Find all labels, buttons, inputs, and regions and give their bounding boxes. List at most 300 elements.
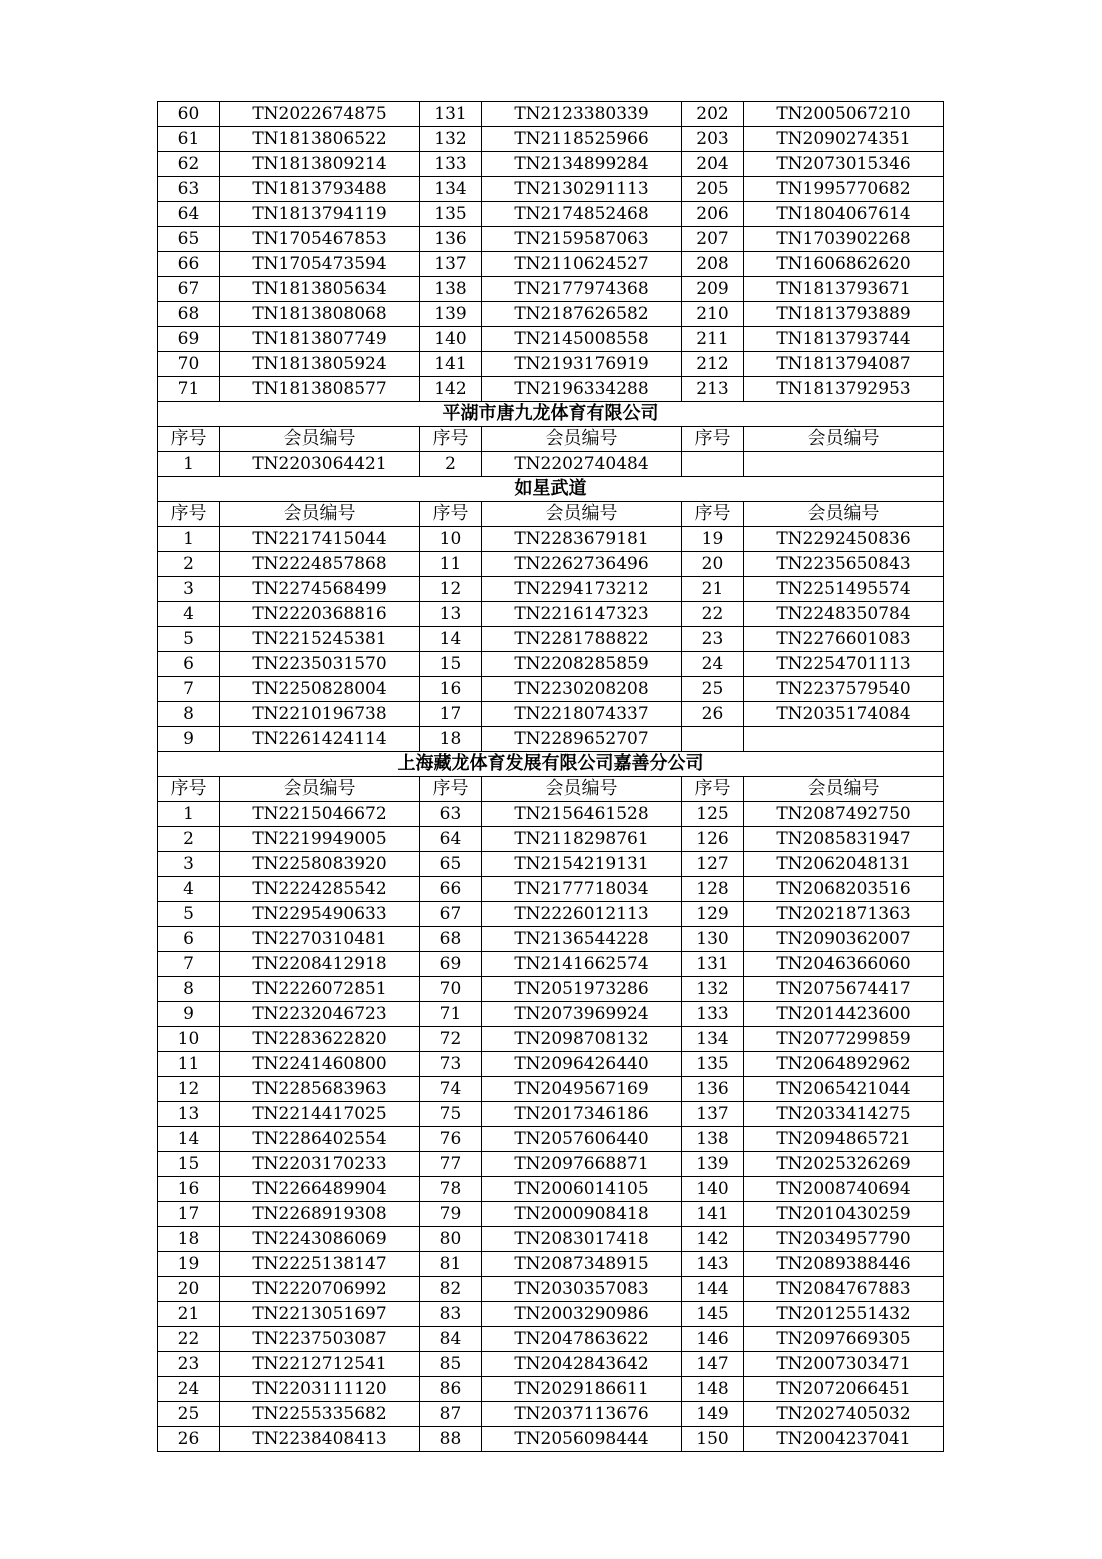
member-id-cell: TN2226072851 <box>220 977 420 1002</box>
member-id-cell: TN2021871363 <box>744 902 944 927</box>
table-row <box>158 277 944 302</box>
member-id-cell: TN2248350784 <box>744 602 944 627</box>
seq-cell: 3 <box>158 852 220 877</box>
member-id-cell <box>744 452 944 477</box>
member-id-cell: TN2141662574 <box>482 952 682 977</box>
seq-cell: 130 <box>682 927 744 952</box>
seq-header: 序号 <box>158 502 220 527</box>
member-id-cell: TN2064892962 <box>744 1052 944 1077</box>
seq-cell: 67 <box>420 902 482 927</box>
member-id-header: 会员编号 <box>744 427 944 452</box>
member-id-cell: TN2090274351 <box>744 127 944 152</box>
seq-cell: 23 <box>682 627 744 652</box>
seq-cell: 70 <box>420 977 482 1002</box>
member-id-cell: TN2034957790 <box>744 1227 944 1252</box>
table-row <box>158 527 944 552</box>
seq-cell: 140 <box>420 327 482 352</box>
seq-cell: 141 <box>682 1202 744 1227</box>
seq-cell: 79 <box>420 1202 482 1227</box>
table-row <box>158 1052 944 1077</box>
table-row <box>158 1202 944 1227</box>
seq-header: 序号 <box>682 502 744 527</box>
seq-cell: 22 <box>682 602 744 627</box>
seq-cell: 142 <box>682 1227 744 1252</box>
seq-cell: 83 <box>420 1302 482 1327</box>
seq-cell <box>682 727 744 752</box>
seq-cell: 74 <box>420 1077 482 1102</box>
member-id-cell: TN2004237041 <box>744 1427 944 1452</box>
seq-cell: 64 <box>420 827 482 852</box>
member-id-cell: TN1813794119 <box>220 202 420 227</box>
seq-cell: 128 <box>682 877 744 902</box>
member-id-cell: TN1813792953 <box>744 377 944 402</box>
seq-cell: 208 <box>682 252 744 277</box>
seq-cell: 212 <box>682 352 744 377</box>
member-id-cell: TN2177718034 <box>482 877 682 902</box>
table-row <box>158 677 944 702</box>
member-id-cell: TN2238408413 <box>220 1427 420 1452</box>
member-id-cell: TN2224857868 <box>220 552 420 577</box>
seq-cell: 207 <box>682 227 744 252</box>
section-title: 平湖市唐九龙体育有限公司 <box>158 402 944 427</box>
member-id-cell: TN2030357083 <box>482 1277 682 1302</box>
member-id-cell: TN2006014105 <box>482 1177 682 1202</box>
seq-cell: 131 <box>682 952 744 977</box>
seq-cell: 21 <box>682 577 744 602</box>
seq-cell: 145 <box>682 1302 744 1327</box>
member-id-cell: TN2261424114 <box>220 727 420 752</box>
member-table <box>157 101 944 1452</box>
table-row <box>158 302 944 327</box>
section-title-row <box>158 402 944 427</box>
seq-cell: 206 <box>682 202 744 227</box>
table-row <box>158 202 944 227</box>
seq-cell: 127 <box>682 852 744 877</box>
member-id-cell: TN1813793889 <box>744 302 944 327</box>
seq-cell: 137 <box>420 252 482 277</box>
member-id-cell: TN2075674417 <box>744 977 944 1002</box>
table-row <box>158 902 944 927</box>
table-row <box>158 1277 944 1302</box>
seq-cell: 131 <box>420 102 482 127</box>
seq-cell: 84 <box>420 1327 482 1352</box>
seq-cell: 140 <box>682 1177 744 1202</box>
seq-cell: 211 <box>682 327 744 352</box>
seq-cell: 60 <box>158 102 220 127</box>
seq-cell: 4 <box>158 602 220 627</box>
seq-header: 序号 <box>420 777 482 802</box>
member-id-cell: TN2268919308 <box>220 1202 420 1227</box>
table-row <box>158 627 944 652</box>
seq-cell: 16 <box>158 1177 220 1202</box>
member-id-cell: TN2056098444 <box>482 1427 682 1452</box>
member-id-cell: TN2156461528 <box>482 802 682 827</box>
member-id-cell: TN2292450836 <box>744 527 944 552</box>
member-id-cell: TN2212712541 <box>220 1352 420 1377</box>
seq-cell: 147 <box>682 1352 744 1377</box>
section-title: 如星武道 <box>158 477 944 502</box>
member-id-cell: TN2187626582 <box>482 302 682 327</box>
member-id-cell: TN2007303471 <box>744 1352 944 1377</box>
table-row <box>158 1327 944 1352</box>
member-id-cell: TN2049567169 <box>482 1077 682 1102</box>
seq-cell: 126 <box>682 827 744 852</box>
seq-cell: 150 <box>682 1427 744 1452</box>
table-row <box>158 102 944 127</box>
header-row <box>158 502 944 527</box>
member-id-header: 会员编号 <box>482 427 682 452</box>
seq-cell: 144 <box>682 1277 744 1302</box>
table-row <box>158 1227 944 1252</box>
table-row <box>158 1402 944 1427</box>
seq-cell: 72 <box>420 1027 482 1052</box>
seq-cell: 21 <box>158 1302 220 1327</box>
member-id-cell: TN2110624527 <box>482 252 682 277</box>
member-id-cell: TN2017346186 <box>482 1102 682 1127</box>
member-id-cell: TN2090362007 <box>744 927 944 952</box>
table-row <box>158 877 944 902</box>
member-id-cell: TN2118298761 <box>482 827 682 852</box>
table-row <box>158 702 944 727</box>
section-title: 上海藏龙体育发展有限公司嘉善分公司 <box>158 752 944 777</box>
member-id-cell: TN2029186611 <box>482 1377 682 1402</box>
seq-cell: 15 <box>420 652 482 677</box>
seq-header: 序号 <box>682 427 744 452</box>
seq-cell: 134 <box>420 177 482 202</box>
table-row <box>158 377 944 402</box>
table-row <box>158 827 944 852</box>
table-row <box>158 1152 944 1177</box>
member-id-cell: TN2068203516 <box>744 877 944 902</box>
member-id-cell: TN2219949005 <box>220 827 420 852</box>
member-id-cell: TN2230208208 <box>482 677 682 702</box>
table-row <box>158 1427 944 1452</box>
seq-cell: 82 <box>420 1277 482 1302</box>
member-id-cell: TN2022674875 <box>220 102 420 127</box>
member-id-header: 会员编号 <box>744 502 944 527</box>
seq-cell: 141 <box>420 352 482 377</box>
member-id-cell: TN2226012113 <box>482 902 682 927</box>
seq-cell: 24 <box>682 652 744 677</box>
seq-cell: 11 <box>420 552 482 577</box>
member-id-cell: TN2237579540 <box>744 677 944 702</box>
seq-cell: 71 <box>420 1002 482 1027</box>
seq-cell: 138 <box>682 1127 744 1152</box>
seq-cell: 6 <box>158 927 220 952</box>
seq-cell <box>682 452 744 477</box>
member-id-cell: TN2005067210 <box>744 102 944 127</box>
member-id-cell: TN2084767883 <box>744 1277 944 1302</box>
table-row <box>158 1302 944 1327</box>
seq-cell: 16 <box>420 677 482 702</box>
member-id-cell: TN2134899284 <box>482 152 682 177</box>
member-id-cell: TN2037113676 <box>482 1402 682 1427</box>
member-id-cell: TN2208412918 <box>220 952 420 977</box>
seq-cell: 142 <box>420 377 482 402</box>
table-row <box>158 327 944 352</box>
member-id-cell: TN2087492750 <box>744 802 944 827</box>
seq-cell: 9 <box>158 727 220 752</box>
seq-cell: 75 <box>420 1102 482 1127</box>
member-id-header: 会员编号 <box>220 427 420 452</box>
member-id-cell: TN2255335682 <box>220 1402 420 1427</box>
member-id-cell: TN2270310481 <box>220 927 420 952</box>
seq-cell: 69 <box>420 952 482 977</box>
member-id-cell: TN2057606440 <box>482 1127 682 1152</box>
seq-cell: 139 <box>682 1152 744 1177</box>
table-row <box>158 852 944 877</box>
table-row <box>158 1002 944 1027</box>
seq-cell: 213 <box>682 377 744 402</box>
table-row <box>158 802 944 827</box>
member-id-cell: TN2203170233 <box>220 1152 420 1177</box>
table-row <box>158 552 944 577</box>
member-id-cell: TN2196334288 <box>482 377 682 402</box>
seq-cell: 133 <box>682 1002 744 1027</box>
member-id-cell: TN2220368816 <box>220 602 420 627</box>
seq-cell: 62 <box>158 152 220 177</box>
table-row <box>158 727 944 752</box>
seq-cell: 11 <box>158 1052 220 1077</box>
seq-cell: 81 <box>420 1252 482 1277</box>
seq-cell: 10 <box>158 1027 220 1052</box>
seq-cell: 203 <box>682 127 744 152</box>
seq-cell: 135 <box>682 1052 744 1077</box>
seq-cell: 204 <box>682 152 744 177</box>
table-row <box>158 152 944 177</box>
section-title-row <box>158 477 944 502</box>
seq-cell: 66 <box>158 252 220 277</box>
seq-cell: 25 <box>682 677 744 702</box>
table-row <box>158 1102 944 1127</box>
member-id-header: 会员编号 <box>220 777 420 802</box>
member-id-cell: TN2083017418 <box>482 1227 682 1252</box>
member-id-cell: TN2285683963 <box>220 1077 420 1102</box>
member-id-cell: TN2073969924 <box>482 1002 682 1027</box>
member-id-cell: TN2003290986 <box>482 1302 682 1327</box>
seq-cell: 20 <box>158 1277 220 1302</box>
member-id-cell: TN2097668871 <box>482 1152 682 1177</box>
seq-cell: 13 <box>420 602 482 627</box>
seq-cell: 12 <box>158 1077 220 1102</box>
member-id-cell: TN2035174084 <box>744 702 944 727</box>
member-id-cell: TN2062048131 <box>744 852 944 877</box>
member-id-cell: TN2235650843 <box>744 552 944 577</box>
member-id-cell: TN2027405032 <box>744 1402 944 1427</box>
table-row <box>158 452 944 477</box>
section-title-row <box>158 752 944 777</box>
seq-cell: 19 <box>158 1252 220 1277</box>
member-id-cell: TN2241460800 <box>220 1052 420 1077</box>
table-row <box>158 127 944 152</box>
member-id-cell: TN2289652707 <box>482 727 682 752</box>
member-id-cell: TN2251495574 <box>744 577 944 602</box>
seq-cell: 22 <box>158 1327 220 1352</box>
seq-cell: 132 <box>682 977 744 1002</box>
member-id-cell: TN2130291113 <box>482 177 682 202</box>
table-row <box>158 1177 944 1202</box>
member-id-cell: TN2010430259 <box>744 1202 944 1227</box>
member-id-cell: TN2203064421 <box>220 452 420 477</box>
member-id-cell: TN1813794087 <box>744 352 944 377</box>
member-id-cell: TN1813805924 <box>220 352 420 377</box>
member-id-cell: TN2202740484 <box>482 452 682 477</box>
seq-cell: 10 <box>420 527 482 552</box>
member-id-cell: TN2072066451 <box>744 1377 944 1402</box>
seq-cell: 26 <box>682 702 744 727</box>
member-id-cell: TN2217415044 <box>220 527 420 552</box>
member-id-cell: TN2159587063 <box>482 227 682 252</box>
table-row <box>158 577 944 602</box>
seq-cell: 19 <box>682 527 744 552</box>
member-id-cell: TN2000908418 <box>482 1202 682 1227</box>
seq-cell: 23 <box>158 1352 220 1377</box>
member-id-cell: TN2065421044 <box>744 1077 944 1102</box>
seq-cell: 149 <box>682 1402 744 1427</box>
seq-cell: 6 <box>158 652 220 677</box>
seq-cell: 63 <box>158 177 220 202</box>
seq-cell: 2 <box>420 452 482 477</box>
seq-cell: 85 <box>420 1352 482 1377</box>
table-row <box>158 927 944 952</box>
seq-cell: 20 <box>682 552 744 577</box>
seq-cell: 18 <box>158 1227 220 1252</box>
member-id-cell: TN2012551432 <box>744 1302 944 1327</box>
table-row <box>158 1027 944 1052</box>
member-id-cell: TN2046366060 <box>744 952 944 977</box>
seq-cell: 136 <box>682 1077 744 1102</box>
table-row <box>158 652 944 677</box>
seq-cell: 88 <box>420 1427 482 1452</box>
seq-cell: 136 <box>420 227 482 252</box>
member-id-cell: TN2118525966 <box>482 127 682 152</box>
member-id-cell: TN2094865721 <box>744 1127 944 1152</box>
member-id-cell: TN2218074337 <box>482 702 682 727</box>
table-row <box>158 1252 944 1277</box>
seq-cell: 4 <box>158 877 220 902</box>
member-id-cell: TN1705467853 <box>220 227 420 252</box>
seq-cell: 138 <box>420 277 482 302</box>
seq-cell: 205 <box>682 177 744 202</box>
member-id-cell: TN2085831947 <box>744 827 944 852</box>
seq-cell: 71 <box>158 377 220 402</box>
member-id-cell: TN2216147323 <box>482 602 682 627</box>
table-row <box>158 602 944 627</box>
seq-cell: 148 <box>682 1377 744 1402</box>
table-row <box>158 227 944 252</box>
seq-header: 序号 <box>682 777 744 802</box>
member-id-cell: TN2077299859 <box>744 1027 944 1052</box>
seq-cell: 26 <box>158 1427 220 1452</box>
member-id-cell: TN2047863622 <box>482 1327 682 1352</box>
member-id-cell: TN2051973286 <box>482 977 682 1002</box>
seq-cell: 77 <box>420 1152 482 1177</box>
member-id-cell: TN2237503087 <box>220 1327 420 1352</box>
seq-cell: 3 <box>158 577 220 602</box>
table-row <box>158 352 944 377</box>
member-id-cell: TN2232046723 <box>220 1002 420 1027</box>
member-id-cell: TN1813806522 <box>220 127 420 152</box>
seq-header: 序号 <box>158 427 220 452</box>
member-id-header: 会员编号 <box>744 777 944 802</box>
member-id-cell: TN1813805634 <box>220 277 420 302</box>
seq-cell: 7 <box>158 952 220 977</box>
member-id-cell: TN2235031570 <box>220 652 420 677</box>
member-id-cell: TN2033414275 <box>744 1102 944 1127</box>
seq-cell: 65 <box>420 852 482 877</box>
member-id-cell: TN1813793744 <box>744 327 944 352</box>
seq-cell: 17 <box>420 702 482 727</box>
member-id-cell: TN2295490633 <box>220 902 420 927</box>
member-id-cell: TN2254701113 <box>744 652 944 677</box>
seq-cell: 129 <box>682 902 744 927</box>
member-id-cell: TN2286402554 <box>220 1127 420 1152</box>
seq-cell: 202 <box>682 102 744 127</box>
seq-cell: 13 <box>158 1102 220 1127</box>
seq-cell: 86 <box>420 1377 482 1402</box>
member-id-cell: TN2266489904 <box>220 1177 420 1202</box>
member-id-cell: TN2294173212 <box>482 577 682 602</box>
member-id-header: 会员编号 <box>482 777 682 802</box>
seq-cell: 1 <box>158 527 220 552</box>
seq-cell: 8 <box>158 702 220 727</box>
seq-cell: 125 <box>682 802 744 827</box>
member-id-header: 会员编号 <box>220 502 420 527</box>
table-row <box>158 977 944 1002</box>
seq-cell: 146 <box>682 1327 744 1352</box>
seq-cell: 209 <box>682 277 744 302</box>
member-id-cell: TN2136544228 <box>482 927 682 952</box>
seq-cell: 143 <box>682 1252 744 1277</box>
member-id-cell: TN2274568499 <box>220 577 420 602</box>
seq-cell: 8 <box>158 977 220 1002</box>
member-id-header: 会员编号 <box>482 502 682 527</box>
member-id-cell: TN2098708132 <box>482 1027 682 1052</box>
seq-cell: 5 <box>158 627 220 652</box>
member-id-cell: TN2123380339 <box>482 102 682 127</box>
table-row <box>158 952 944 977</box>
member-id-cell: TN2224285542 <box>220 877 420 902</box>
member-id-cell: TN2193176919 <box>482 352 682 377</box>
seq-cell: 134 <box>682 1027 744 1052</box>
member-id-cell: TN1813809214 <box>220 152 420 177</box>
member-id-cell: TN2145008558 <box>482 327 682 352</box>
member-table-body <box>158 102 944 1452</box>
seq-cell: 63 <box>420 802 482 827</box>
member-id-cell: TN1813808068 <box>220 302 420 327</box>
member-id-cell: TN1606862620 <box>744 252 944 277</box>
table-row <box>158 1377 944 1402</box>
member-id-cell: TN1804067614 <box>744 202 944 227</box>
seq-cell: 7 <box>158 677 220 702</box>
member-id-cell: TN2220706992 <box>220 1277 420 1302</box>
table-row <box>158 1352 944 1377</box>
header-row <box>158 777 944 802</box>
seq-cell: 65 <box>158 227 220 252</box>
member-id-cell: TN2215046672 <box>220 802 420 827</box>
member-id-cell: TN2283622820 <box>220 1027 420 1052</box>
seq-cell: 9 <box>158 1002 220 1027</box>
member-id-cell: TN2250828004 <box>220 677 420 702</box>
member-id-cell: TN2281788822 <box>482 627 682 652</box>
member-id-cell: TN2096426440 <box>482 1052 682 1077</box>
member-id-cell: TN1813793488 <box>220 177 420 202</box>
member-id-cell: TN1995770682 <box>744 177 944 202</box>
seq-cell: 1 <box>158 452 220 477</box>
seq-cell: 24 <box>158 1377 220 1402</box>
member-id-cell: TN2089388446 <box>744 1252 944 1277</box>
seq-cell: 68 <box>420 927 482 952</box>
